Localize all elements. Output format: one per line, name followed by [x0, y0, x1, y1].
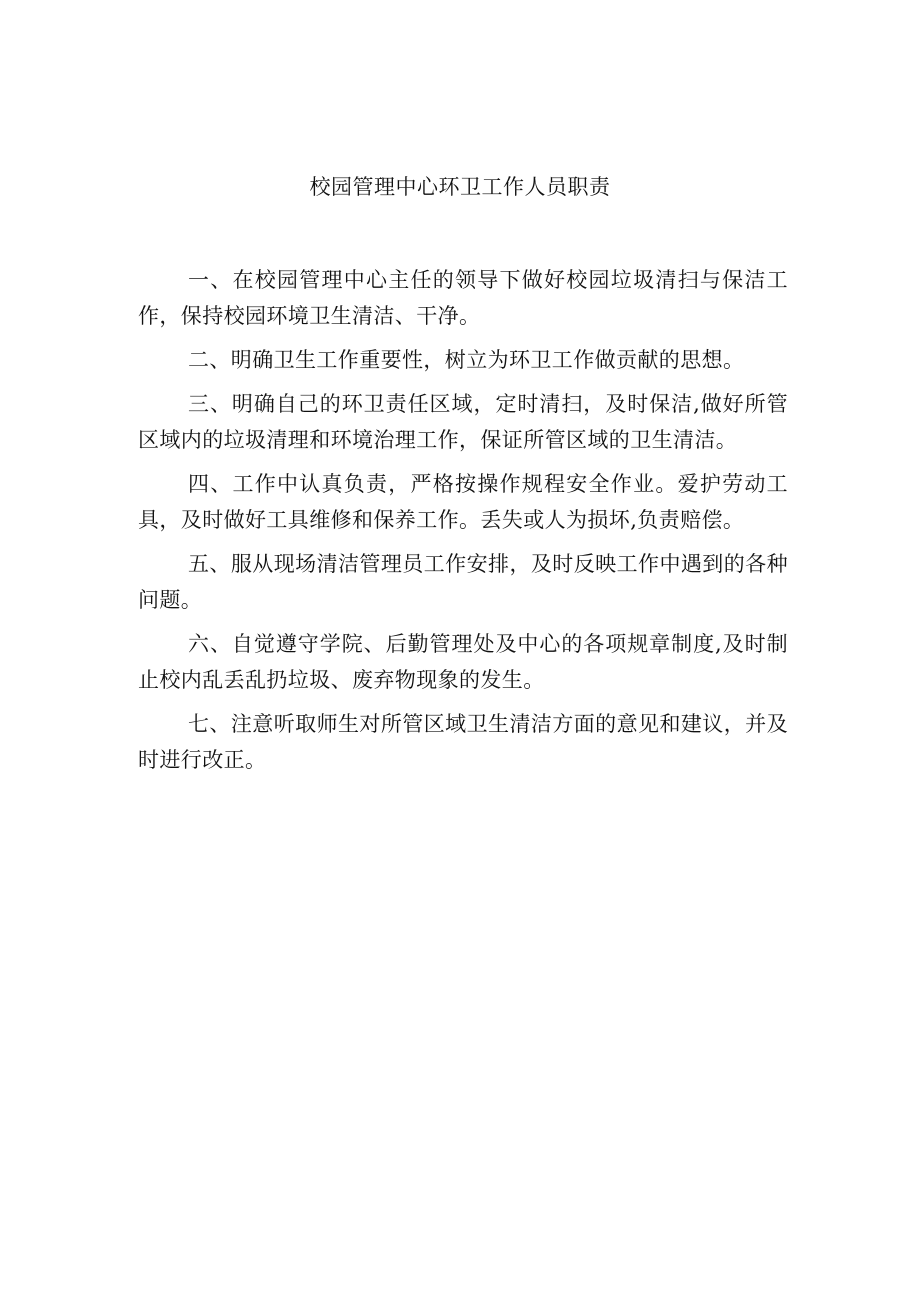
duty-item-2: 二、明确卫生工作重要性，树立为环卫工作做贡献的思想。	[188, 348, 745, 372]
duty-item-6: 六、自觉遵守学院、后勤管理处及中心的各项规章制度,及时制止校内乱丢乱扔垃圾、废弃物现象的发生。	[138, 632, 788, 692]
document-body	[138, 262, 788, 786]
duty-item-4: 四、工作中认真负责，严格按操作规程安全作业。爱护劳动工具，及时做好工具维修和保养工作。丢失或人为损坏,负责赔偿。	[138, 472, 788, 532]
duty-item-5: 五、服从现场清洁管理员工作安排，及时反映工作中遇到的各种问题。	[138, 552, 788, 612]
document-title: 校园管理中心环卫工作人员职责	[309, 175, 611, 199]
duty-item-7: 七、注意听取师生对所管区域卫生清洁方面的意见和建议，并及时进行改正。	[138, 712, 788, 772]
duty-item-1: 一、在校园管理中心主任的领导下做好校园垃圾清扫与保洁工作，保持校园环境卫生清洁、干净。	[138, 268, 788, 328]
duty-item-3: 三、明确自己的环卫责任区域，定时清扫，及时保洁,做好所管区域内的垃圾清理和环境治理工作，保证所管区域的卫生清洁。	[138, 392, 788, 452]
